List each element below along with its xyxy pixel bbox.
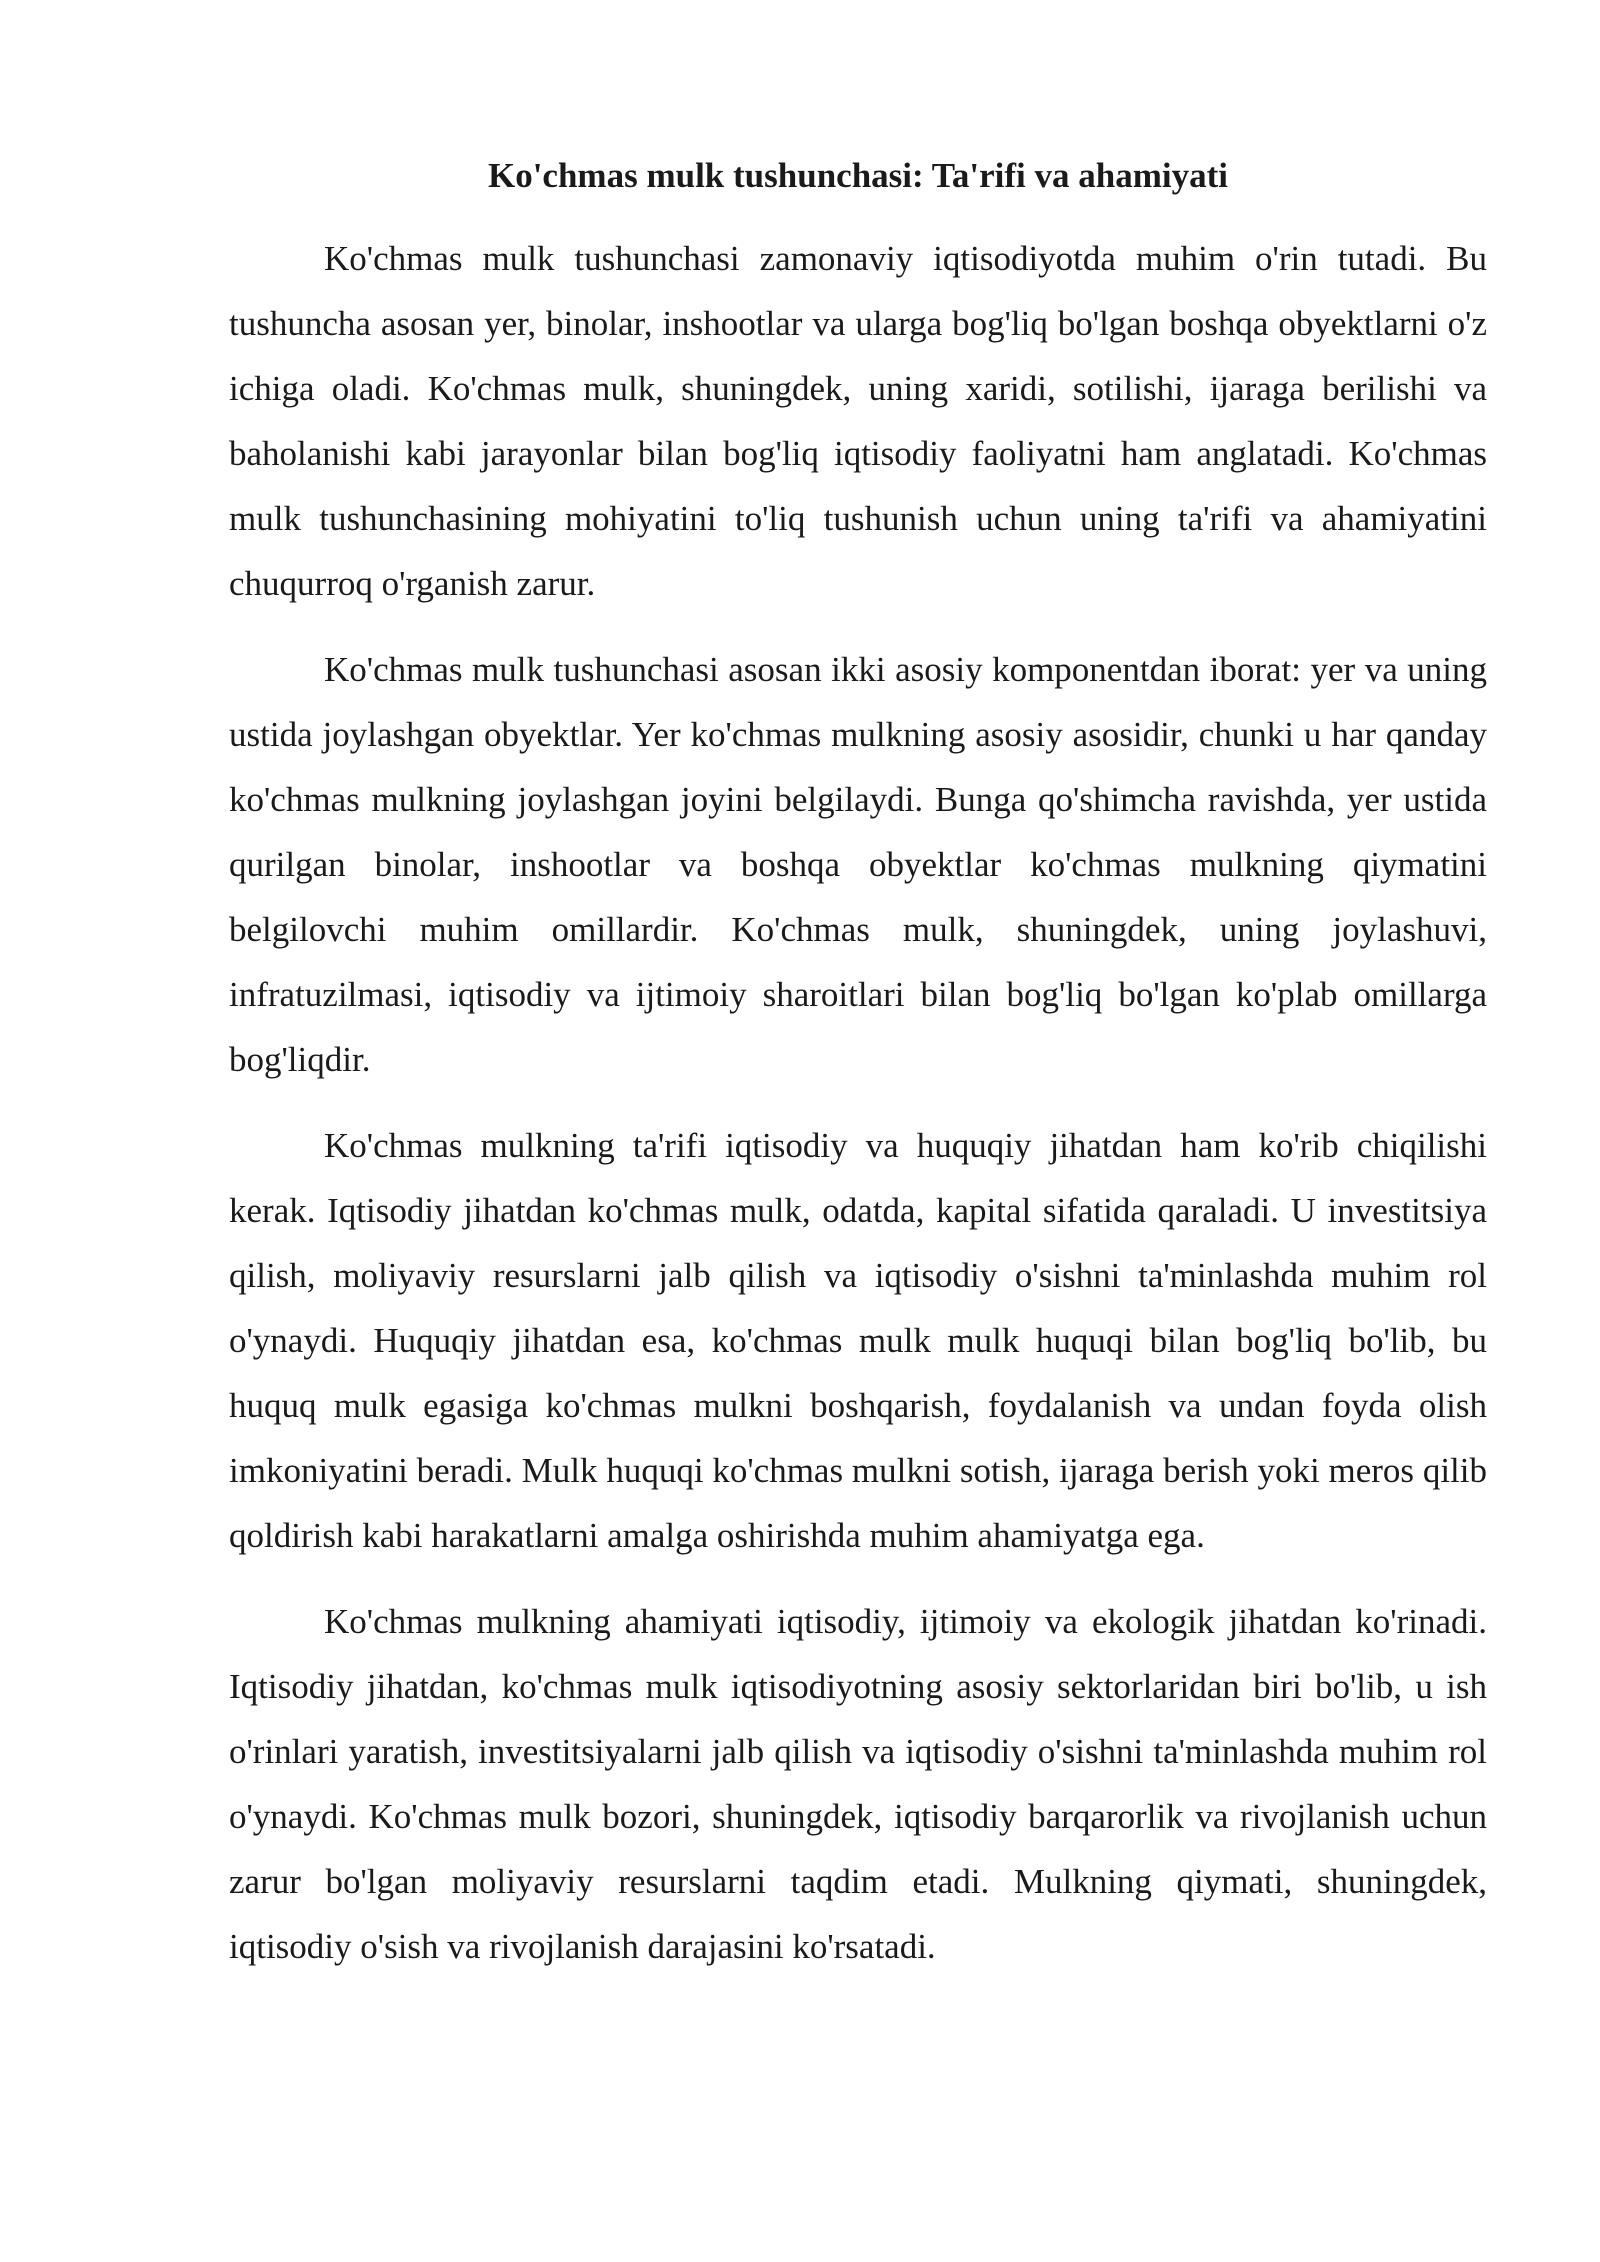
paragraph-3: Ko'chmas mulkning ta'rifi iqtisodiy va huquqiy jihatdan ham ko'rib chiqilishi kerak. Iqtisodiy jihatdan ko'chmas mulk, odatda, kapital sifatida qaraladi. U investitsiya qilish, moliyaviy resurslarni jalb qilish va iqtisodiy o'sishni ta'minlashda muhim rol o'ynaydi. Huquqiy jihatdan esa, ko'chmas mulk mulk huquqi bilan bog'liq bo'lib, bu huquq mulk egasiga ko'chmas mulkni boshqarish, foydalanish va undan foyda olish imkoniyatini beradi. Mulk huquqi ko'chmas mulkni sotish, ijaraga berish yoki meros qilib qoldirish kabi harakatlarni amalga oshirishda muhim ahamiyatga ega. <box>229 1126 1487 1555</box>
document-title: Ko'chmas mulk tushunchasi: Ta'rifi va ahamiyati <box>487 156 1228 195</box>
paragraph-4: Ko'chmas mulkning ahamiyati iqtisodiy, ijtimoiy va ekologik jihatdan ko'rinadi. Iqtisodiy jihatdan, ko'chmas mulk iqtisodiyotning asosiy sektorlaridan biri bo'lib, u ish o'rinlari yaratish, investitsiyalarni jalb qilish va iqtisodiy o'sishni ta'minlashda muhim rol o'ynaydi. Ko'chmas mulk bozori, shuningdek, iqtisodiy barqarorlik va rivojlanish uchun zarur bo'lgan moliyaviy resurslarni taqdim etadi. Mulkning qiymati, shuningdek, iqtisodiy o'sish va rivojlanish darajasini ko'rsatadi. <box>229 1602 1487 1966</box>
paragraph-2: Ko'chmas mulk tushunchasi asosan ikki asosiy komponentdan iborat: yer va uning ustida joylashgan obyektlar. Yer ko'chmas mulkning asosiy asosidir, chunki u har qanday ko'chmas mulkning joylashgan joyini belgilaydi. Bunga qo'shimcha ravishda, yer ustida qurilgan binolar, inshootlar va boshqa obyektlar ko'chmas mulkning qiymatini belgilovchi muhim omillardir. Ko'chmas mulk, shuningdek, uning joylashuvi, infratuzilmasi, iqtisodiy va ijtimoiy sharoitlari bilan bog'liq bo'lgan ko'plab omillarga bog'liqdir. <box>229 650 1487 1079</box>
paragraph-1: Ko'chmas mulk tushunchasi zamonaviy iqtisodiyotda muhim o'rin tutadi. Bu tushuncha asosan yer, binolar, inshootlar va ularga bog'liq bo'lgan boshqa obyektlarni o'z ichiga oladi. Ko'chmas mulk, shuningdek, uning xaridi, sotilishi, ijaraga berilishi va baholanishi kabi jarayonlar bilan bog'liq iqtisodiy faoliyatni ham anglatadi. Ko'chmas mulk tushunchasining mohiyatini to'liq tushunish uchun uning ta'rifi va ahamiyatini chuqurroq o'rganish zarur. <box>229 239 1487 603</box>
document-body <box>229 146 1487 2000</box>
